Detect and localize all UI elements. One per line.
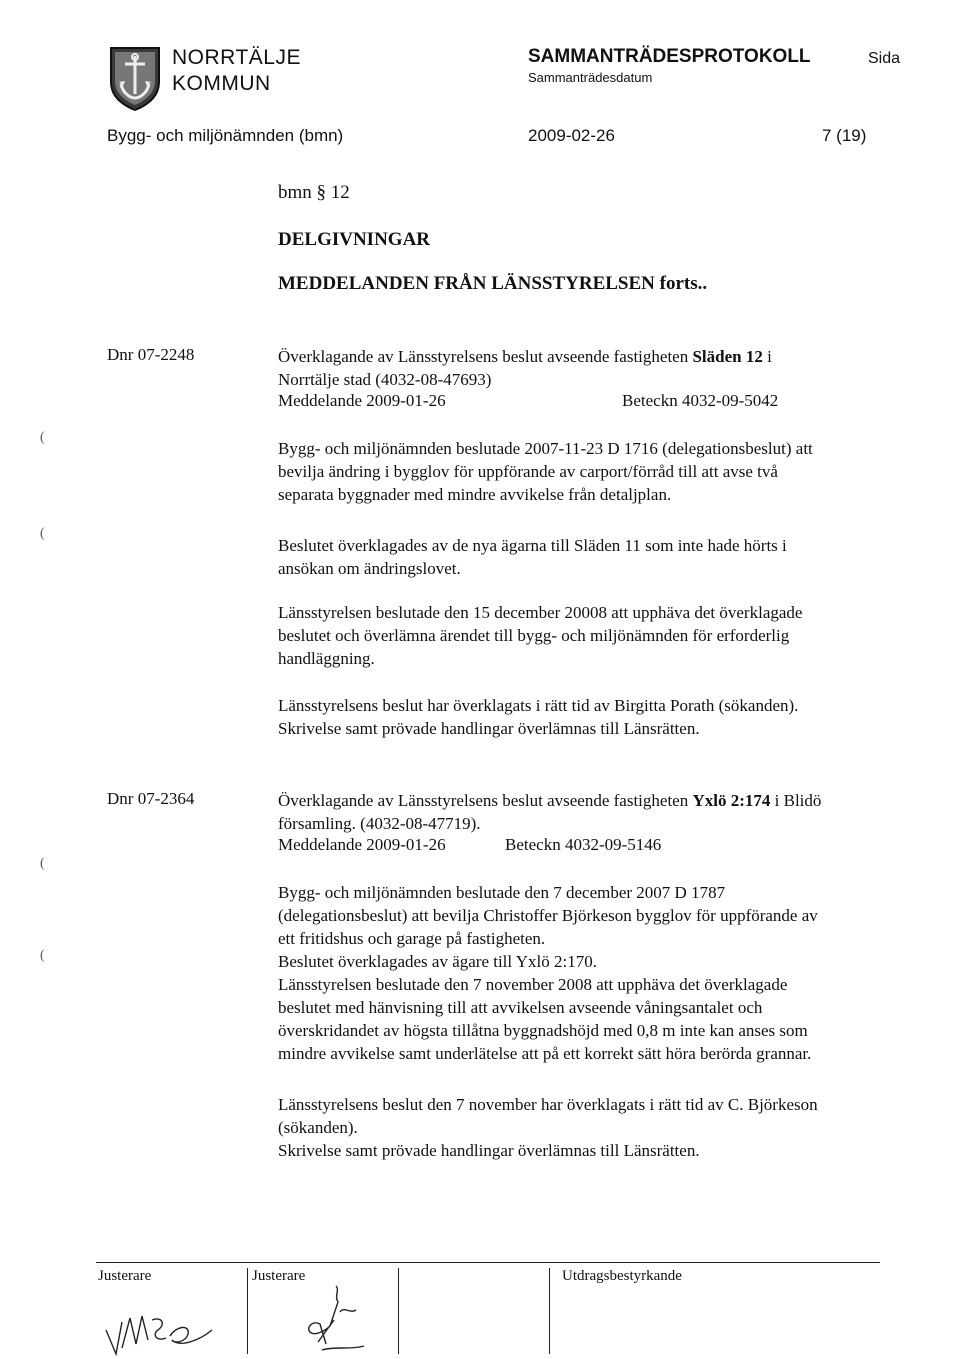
text-line: ett fritidshus och garage på fastigheten. bbox=[278, 929, 546, 948]
text-line: (sökanden). bbox=[278, 1118, 358, 1137]
board-name: Bygg- och miljönämnden (bmn) bbox=[107, 126, 344, 145]
meeting-date: 2009-02-26 bbox=[528, 126, 615, 145]
text-line: bevilja ändring i bygglov för uppförande av carport/förråd till att avse två bbox=[278, 462, 778, 481]
text-line: Beslutet överklagades av de nya ägarna till Släden 11 som inte hade hörts i bbox=[278, 536, 787, 555]
text-line: Länsstyrelsens beslut den 7 november har överklagats i rätt tid av C. Björkeson bbox=[278, 1095, 818, 1114]
text-line: (delegationsbeslut) att bevilja Christoffer Björkeson bygglov för uppförande av bbox=[278, 906, 818, 925]
case-number: Dnr 07-2364 bbox=[107, 789, 195, 808]
reference-number: Beteckn 4032-09-5042 bbox=[622, 391, 779, 410]
case-title-text: Överklagande av Länsstyrelsens beslut avseende fastigheten bbox=[278, 347, 693, 366]
case-title-line2: församling. (4032-08-47719). bbox=[278, 814, 481, 833]
signature-2 bbox=[300, 1280, 380, 1358]
text-line: överskridandet av högsta tillåtna byggnadshöjd med 0,8 m inte kan anses som bbox=[278, 1021, 808, 1040]
reference-number: Beteckn 4032-09-5146 bbox=[505, 835, 662, 854]
text-line: handläggning. bbox=[278, 649, 375, 668]
property-name: Yxlö 2:174 bbox=[692, 791, 771, 810]
case-title-block bbox=[278, 345, 918, 391]
case-title-line2: Norrtälje stad (4032-08-47693) bbox=[278, 370, 492, 389]
case-title bbox=[278, 345, 918, 368]
text-line: Bygg- och miljönämnden beslutade 2007-11-23 D 1716 (delegationsbeslut) att bbox=[278, 439, 813, 458]
text-line: beslutet och överlämna ärendet till bygg- och miljönämnden för erforderlig bbox=[278, 626, 790, 645]
section-heading: DELGIVNINGAR bbox=[278, 229, 431, 250]
text-line: mindre avvikelse samt underlätelse att på ett korrekt sätt höra berörda grannar. bbox=[278, 1044, 812, 1063]
case-paragraph bbox=[278, 437, 918, 506]
case-title-text-end: i bbox=[762, 347, 772, 366]
text-line: Länsstyrelsen beslutade den 7 november 2008 att upphäva det överklagade bbox=[278, 975, 788, 994]
text-line: Skrivelse samt prövade handlingar överlämnas till Länsrätten. bbox=[278, 719, 700, 738]
paragraph-reference: bmn § 12 bbox=[278, 182, 350, 203]
case-paragraph bbox=[278, 694, 918, 740]
signature-1 bbox=[100, 1300, 220, 1358]
adjuster-label: Justerare bbox=[252, 1268, 306, 1284]
organization-name-line2: KOMMUN bbox=[172, 72, 271, 95]
scan-mark: ( bbox=[40, 856, 45, 871]
footer-separator bbox=[247, 1268, 248, 1354]
text-line: separata byggnader med mindre avvikelse från detaljplan. bbox=[278, 485, 672, 504]
text-line: Länsstyrelsen beslutade den 15 december 20008 att upphäva det överklagade bbox=[278, 603, 803, 622]
adjuster-label: Justerare bbox=[98, 1268, 152, 1284]
case-number: Dnr 07-2248 bbox=[107, 345, 195, 364]
case-title-block bbox=[278, 789, 918, 835]
footer-separator bbox=[398, 1268, 399, 1354]
page-label: Sida bbox=[868, 50, 901, 67]
case-paragraph bbox=[278, 1093, 918, 1162]
message-date: Meddelande 2009-01-26 bbox=[278, 391, 446, 410]
message-date: Meddelande 2009-01-26 bbox=[278, 835, 446, 854]
document-title: SAMMANTRÄDESPROTOKOLL bbox=[528, 46, 811, 67]
text-line: ansökan om ändringslovet. bbox=[278, 559, 461, 578]
coat-of-arms-logo bbox=[107, 44, 163, 112]
scan-mark: ( bbox=[40, 526, 45, 541]
text-line: beslutet med hänvisning till att avvikelsen avseende våningsantalet och bbox=[278, 998, 763, 1017]
section-subheading: MEDDELANDEN FRÅN LÄNSSTYRELSEN forts.. bbox=[278, 273, 708, 294]
case-title-text-end: i Blidö bbox=[770, 791, 822, 810]
page-number: 7 (19) bbox=[822, 126, 867, 145]
text-line: Beslutet överklagades av ägare till Yxlö 2:170. bbox=[278, 952, 597, 971]
text-line: Länsstyrelsens beslut har överklagats i rätt tid av Birgitta Porath (sökanden). bbox=[278, 696, 799, 715]
case-title-text: Överklagande av Länsstyrelsens beslut avseende fastigheten bbox=[278, 791, 693, 810]
case-paragraph bbox=[278, 601, 918, 670]
footer-separator bbox=[549, 1268, 550, 1354]
text-line: Bygg- och miljönämnden beslutade den 7 december 2007 D 1787 bbox=[278, 883, 726, 902]
case-paragraph bbox=[278, 881, 918, 1065]
text-line: Skrivelse samt prövade handlingar överlämnas till Länsrätten. bbox=[278, 1141, 700, 1160]
property-name: Släden 12 bbox=[692, 347, 763, 366]
case-paragraph bbox=[278, 534, 918, 580]
case-title bbox=[278, 789, 918, 812]
organization-name-line1: NORRTÄLJE bbox=[172, 46, 301, 69]
scan-mark: ( bbox=[40, 948, 45, 963]
scan-mark: ( bbox=[40, 430, 45, 445]
footer-divider bbox=[96, 1262, 880, 1263]
meeting-date-label: Sammanträdesdatum bbox=[528, 70, 653, 85]
extract-certification-label: Utdragsbestyrkande bbox=[562, 1268, 682, 1284]
